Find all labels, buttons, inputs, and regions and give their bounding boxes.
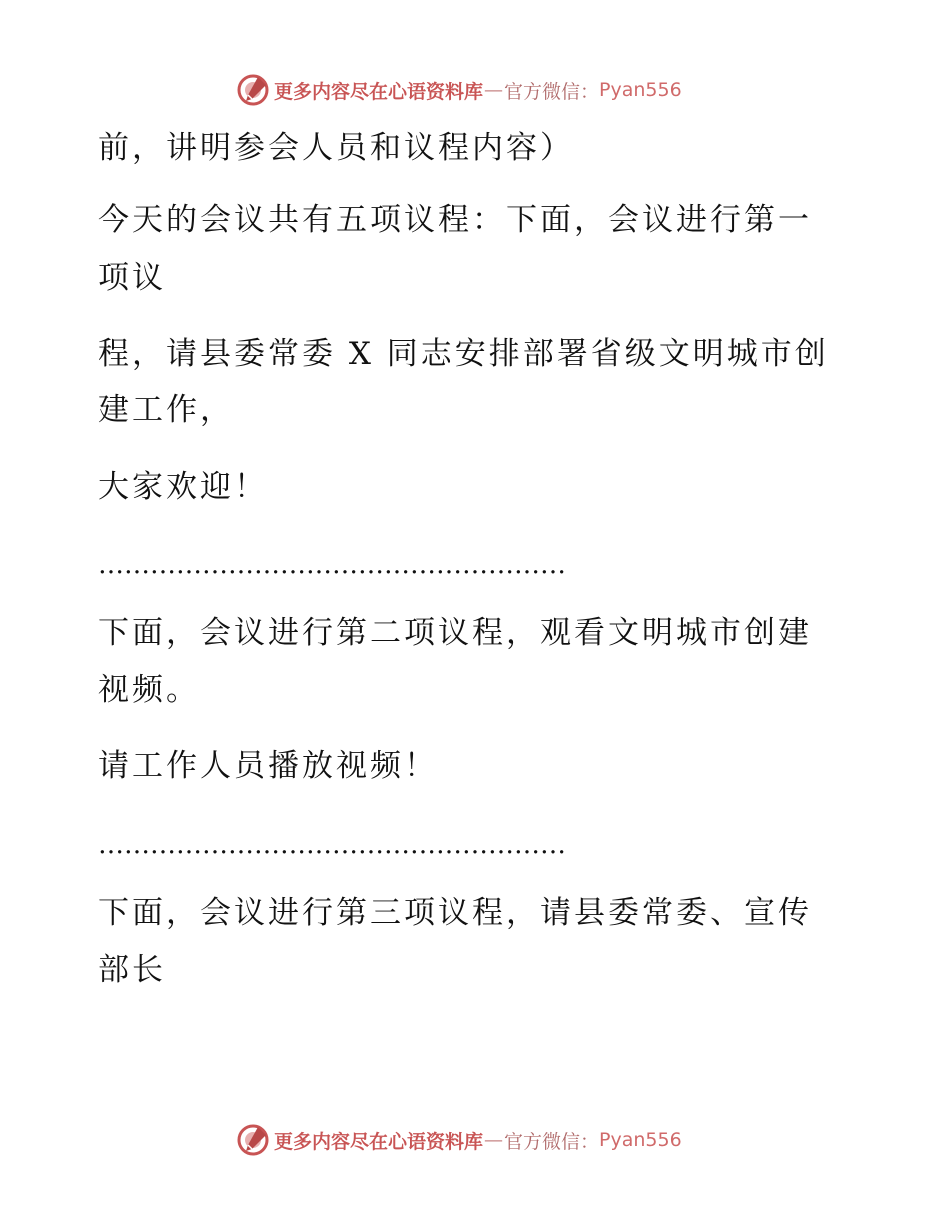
watermark-site-text: 更多内容尽在心语资料库: [274, 80, 484, 103]
watermark-official-text: 官方微信：: [504, 80, 600, 103]
body-line-7: 下面，会议进行第二项议程，观看文明城市创建: [98, 615, 812, 651]
body-line-10: 下面，会议进行第三项议程，请县委常委、宣传: [98, 895, 812, 931]
footer-watermark: [236, 1122, 682, 1158]
body-line-3: 项议: [98, 260, 166, 296]
body-line-4: 程，请县委常委 X 同志安排部署省级文明城市创: [98, 336, 829, 372]
body-line-2: 今天的会议共有五项议程：下面，会议进行第一: [98, 202, 812, 238]
watermark-wechat-id: Pyan556: [599, 1129, 682, 1151]
watermark-site-text: 更多内容尽在心语资料库: [274, 1130, 484, 1153]
body-line-11: 部长: [98, 952, 166, 988]
ellipsis-separator-2: ………………………………………………: [98, 830, 566, 860]
watermark-official-text: 官方微信：: [504, 1130, 600, 1153]
watermark-dash: —: [484, 79, 504, 101]
pen-seal-logo-icon: [236, 1123, 270, 1157]
header-watermark: [236, 72, 682, 108]
watermark-dash: —: [484, 1129, 504, 1151]
pen-seal-logo-icon: [236, 73, 270, 107]
ellipsis-separator-1: ………………………………………………: [98, 550, 566, 580]
body-line-5: 建工作，: [98, 392, 234, 428]
body-line-8: 视频。: [98, 672, 200, 708]
body-line-9: 请工作人员播放视频！: [98, 748, 438, 784]
body-line-6: 大家欢迎！: [98, 469, 268, 505]
watermark-wechat-id: Pyan556: [599, 79, 682, 101]
body-line-1: 前，讲明参会人员和议程内容）: [98, 130, 574, 166]
